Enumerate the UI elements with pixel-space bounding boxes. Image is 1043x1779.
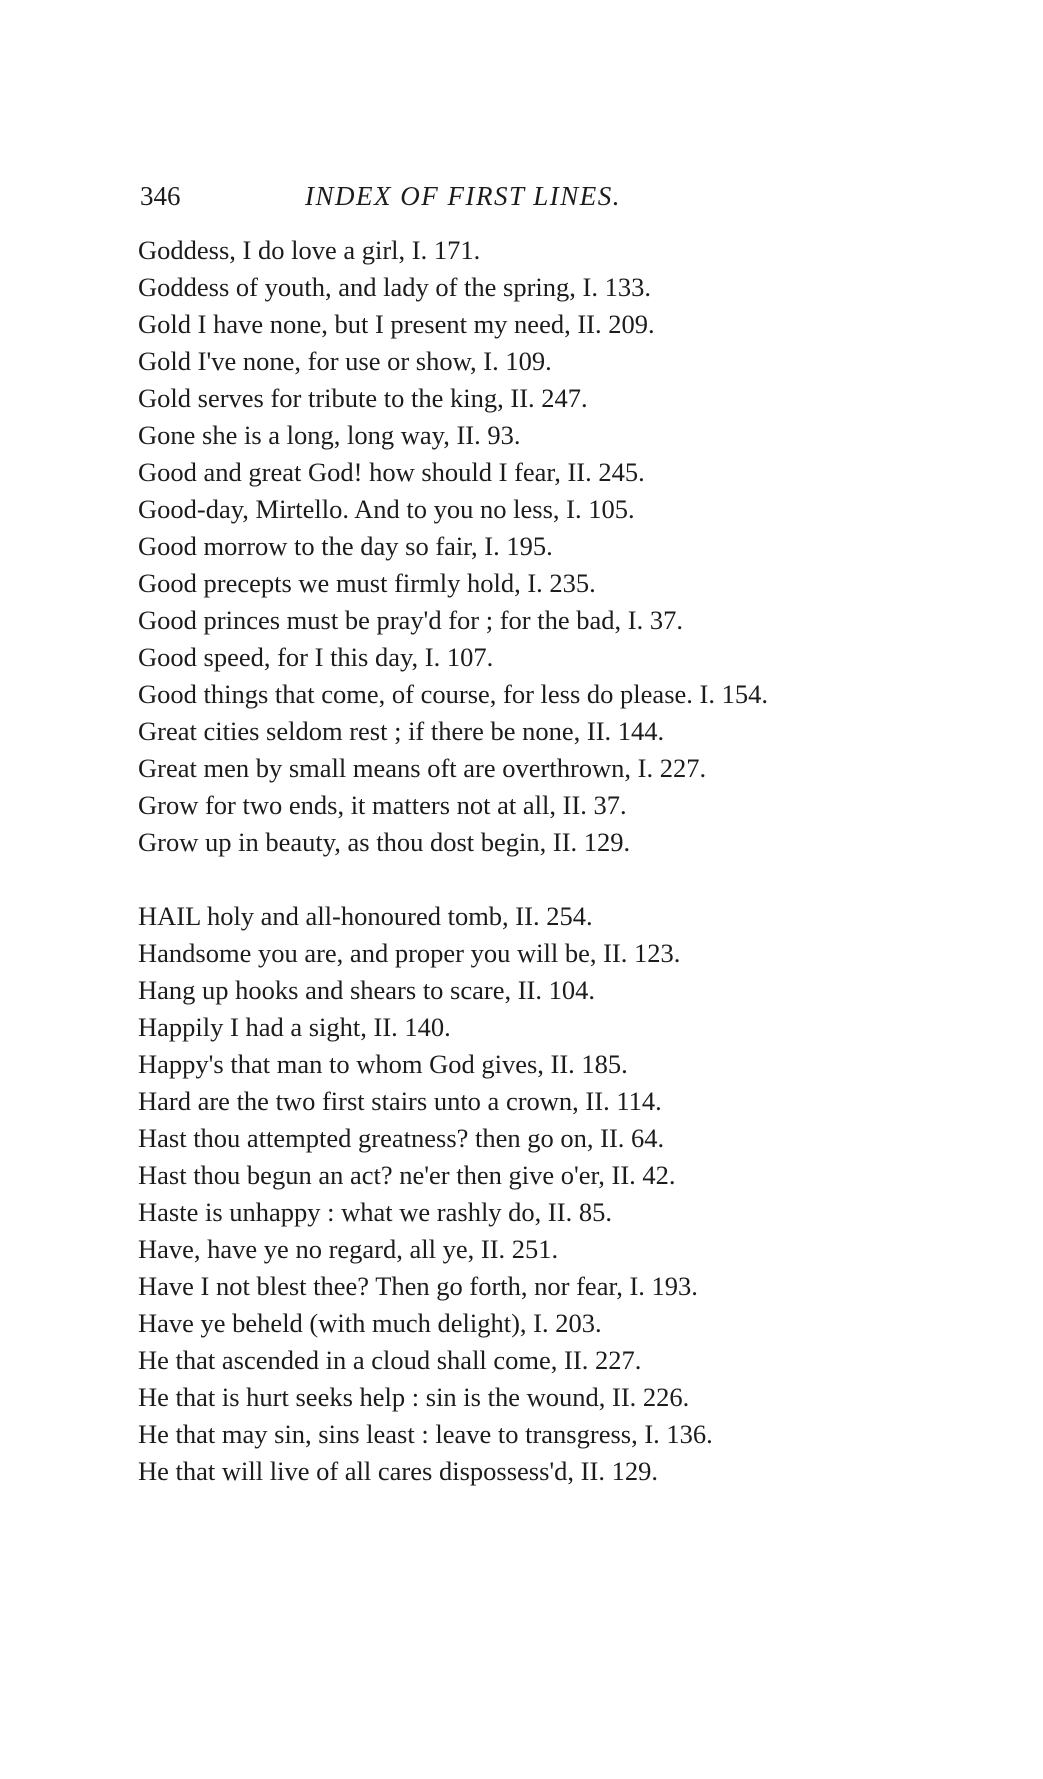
index-entry: Gone she is a long, long way, II. 93.: [138, 420, 521, 450]
index-entry: Grow for two ends, it matters not at all, II. 37.: [138, 790, 627, 820]
index-entry: Gold I've none, for use or show, I. 109.: [138, 346, 552, 376]
index-entry: Have, have ye no regard, all ye, II. 251.: [138, 1234, 559, 1264]
index-entry: Gold serves for tribute to the king, II. 247.: [138, 383, 588, 413]
index-of-first-lines: [138, 232, 898, 1490]
index-entry: Grow up in beauty, as thou dost begin, II. 129.: [138, 827, 631, 857]
index-entry: Good speed, for I this day, I. 107.: [138, 642, 494, 672]
index-entry: Happy's that man to whom God gives, II. 185.: [138, 1049, 628, 1079]
index-entry: Hast thou begun an act? ne'er then give o'er, II. 42.: [138, 1160, 676, 1190]
index-entry: Good princes must be pray'd for ; for the bad, I. 37.: [138, 605, 683, 635]
index-entry: Good-day, Mirtello. And to you no less, I. 105.: [138, 494, 635, 524]
index-entry: Handsome you are, and proper you will be, II. 123.: [138, 938, 681, 968]
index-entry: Hang up hooks and shears to scare, II. 104.: [138, 975, 596, 1005]
page-number: 346: [140, 181, 181, 211]
index-entry: Good and great God! how should I fear, II. 245.: [138, 457, 645, 487]
index-entry: He that will live of all cares dispossess'd, II. 129.: [138, 1456, 658, 1486]
index-entry: He that may sin, sins least : leave to transgress, I. 136.: [138, 1419, 713, 1449]
index-entry: Good things that come, of course, for less do please. I. 154.: [138, 679, 768, 709]
entry-text: holy and all-honoured tomb, II. 254.: [200, 901, 593, 931]
index-entry: Have ye beheld (with much delight), I. 203.: [138, 1308, 602, 1338]
index-entry: He that ascended in a cloud shall come, II. 227.: [138, 1345, 642, 1375]
index-entry: Have I not blest thee? Then go forth, nor fear, I. 193.: [138, 1271, 698, 1301]
index-entry: Great men by small means oft are overthrown, I. 227.: [138, 753, 707, 783]
page-title: INDEX OF FIRST LINES.: [305, 181, 621, 211]
index-entry: Haste is unhappy : what we rashly do, II. 85.: [138, 1197, 612, 1227]
index-entry: Happily I had a sight, II. 140.: [138, 1012, 451, 1042]
index-entry: Goddess of youth, and lady of the spring, I. 133.: [138, 272, 651, 302]
index-entry: Good precepts we must firmly hold, I. 235.: [138, 568, 596, 598]
index-entry: Gold I have none, but I present my need, II. 209.: [138, 309, 655, 339]
running-head: [140, 176, 900, 216]
index-entry: Goddess, I do love a girl, I. 171.: [138, 235, 481, 265]
index-entry: Hard are the two first stairs unto a crown, II. 114.: [138, 1086, 662, 1116]
index-entry: [138, 898, 898, 935]
index-entry: Great cities seldom rest ; if there be none, II. 144.: [138, 716, 665, 746]
index-entry: Good morrow to the day so fair, I. 195.: [138, 531, 553, 561]
smallcaps-initial: HAIL: [138, 901, 201, 931]
section-divider: [138, 861, 898, 898]
index-entry: Hast thou attempted greatness? then go on, II. 64.: [138, 1123, 665, 1153]
index-entry: He that is hurt seeks help : sin is the wound, II. 226.: [138, 1382, 690, 1412]
